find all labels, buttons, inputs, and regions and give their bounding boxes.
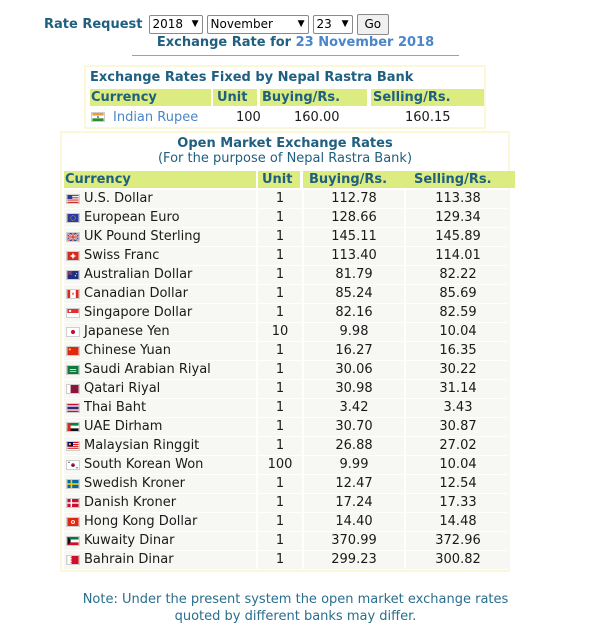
open-header-buying: Buying/Rs. [303,171,406,188]
table-row [64,247,510,266]
currency-name: South Korean Won [84,457,204,472]
uk-flag-icon [66,232,80,242]
table-row [64,551,510,570]
buying-cell: 370.99 [304,532,404,550]
unit-cell: 1 [258,437,302,455]
selling-cell: 3.43 [406,399,510,417]
open-market-table [60,131,510,572]
selling-cell: 85.69 [406,285,510,303]
selling-cell: 14.48 [406,513,510,531]
open-header-currency: Currency [64,171,256,188]
currency-cell [64,532,256,550]
buying-cell: 112.78 [304,190,404,208]
rate-request-bar [44,13,389,35]
selling-cell: 129.34 [406,209,510,227]
page-subtitle [0,35,591,50]
buying-cell: 30.98 [304,380,404,398]
month-select-value: November [210,17,273,31]
buying-cell: 17.24 [304,494,404,512]
currency-name: Thai Baht [84,400,147,415]
day-select[interactable] [313,15,353,34]
currency-name: Swedish Kroner [84,476,186,491]
unit-cell: 1 [258,285,302,303]
unit-cell: 1 [258,361,302,379]
table-row [64,532,510,551]
currency-cell [64,456,256,474]
table-row [64,266,510,285]
open-header-unit: Unit [258,171,300,188]
chevron-down-icon: ▼ [191,19,199,29]
table-row [64,475,510,494]
th-flag-icon [66,403,80,413]
chevron-down-icon: ▼ [297,19,305,29]
jp-flag-icon [66,327,80,337]
currency-name: Singapore Dollar [84,305,193,320]
year-select-value: 2018 [152,17,184,31]
sg-flag-icon [66,308,80,318]
selling-cell: 12.54 [406,475,510,493]
currency-name: Hong Kong Dollar [84,514,198,529]
qa-flag-icon [66,384,80,394]
us-flag-icon [66,194,80,204]
chevron-down-icon: ▼ [341,19,349,29]
selling-cell: 17.33 [406,494,510,512]
table-row [64,418,510,437]
subtitle-date: 23 November 2018 [295,35,435,50]
currency-name: Bahrain Dinar [84,552,174,567]
hk-flag-icon [66,517,80,527]
selling-cell: 27.02 [406,437,510,455]
fixed-header-buying: Buying/Rs. [260,89,367,106]
fixed-rates-table [84,65,486,129]
table-row [64,456,510,475]
currency-cell [64,304,256,322]
selling-cell: 30.22 [406,361,510,379]
unit-cell: 100 [258,456,302,474]
buying-cell: 26.88 [304,437,404,455]
note-line-2: quoted by different banks may differ. [174,609,417,624]
currency-name: UAE Dirham [84,419,163,434]
unit-cell: 1 [258,532,302,550]
currency-cell [64,380,256,398]
rate-request-label: Rate Request [44,16,143,32]
cn-flag-icon [66,346,80,356]
buying-cell: 30.70 [304,418,404,436]
selling-cell: 145.89 [406,228,510,246]
unit-cell: 1 [258,190,302,208]
table-row [64,513,510,532]
note-line-1: Note: Under the present system the open market exchange rates [82,592,509,607]
table-row [64,494,510,513]
day-select-value: 23 [316,17,332,31]
currency-cell [64,266,256,284]
table-row [64,190,510,209]
table-row [64,399,510,418]
selling-cell: 113.38 [406,190,510,208]
buying-cell: 113.40 [304,247,404,265]
fixed-rates-title: Exchange Rates Fixed by Nepal Rastra Bank [90,70,414,85]
buying-cell: 128.66 [304,209,404,227]
table-row [64,228,510,247]
open-market-title: Open Market Exchange Rates [177,136,393,151]
year-select[interactable] [149,15,203,34]
selling-cell: 30.87 [406,418,510,436]
ca-flag-icon [66,289,80,299]
fixed-selling: 160.15 [405,110,451,125]
selling-cell: 10.04 [406,456,510,474]
currency-cell [64,551,256,569]
currency-cell [64,285,256,303]
fixed-header-currency: Currency [90,89,211,106]
month-select[interactable] [207,15,309,34]
unit-cell: 1 [258,418,302,436]
unit-cell: 1 [258,228,302,246]
fixed-currency-link[interactable]: Indian Rupee [113,110,199,125]
go-button[interactable]: Go [357,14,390,35]
selling-cell: 16.35 [406,342,510,360]
fixed-unit: 100 [236,110,261,125]
ch-flag-icon [66,251,80,261]
currency-cell [64,494,256,512]
currency-name: Chinese Yuan [84,343,171,358]
selling-cell: 82.22 [406,266,510,284]
buying-cell: 81.79 [304,266,404,284]
currency-name: Saudi Arabian Riyal [84,362,211,377]
table-row [64,437,510,456]
currency-cell [64,342,256,360]
my-flag-icon [66,441,80,451]
buying-cell: 85.24 [304,285,404,303]
currency-cell [64,247,256,265]
currency-name: Kuwaity Dinar [84,533,175,548]
table-row [64,361,510,380]
sa-flag-icon [66,365,80,375]
table-row [64,323,510,342]
selling-cell: 31.14 [406,380,510,398]
fixed-header-selling: Selling/Rs. [371,89,484,106]
unit-cell: 1 [258,380,302,398]
buying-cell: 82.16 [304,304,404,322]
currency-name: Canadian Dollar [84,286,188,301]
buying-cell: 9.99 [304,456,404,474]
bh-flag-icon [66,555,80,565]
unit-cell: 1 [258,399,302,417]
unit-cell: 1 [258,551,302,569]
currency-cell [64,475,256,493]
open-header-selling: Selling/Rs. [406,171,515,188]
table-row [64,304,510,323]
buying-cell: 9.98 [304,323,404,341]
unit-cell: 1 [258,304,302,322]
unit-cell: 1 [258,266,302,284]
unit-cell: 1 [258,513,302,531]
unit-cell: 1 [258,494,302,512]
unit-cell: 1 [258,342,302,360]
currency-cell [64,418,256,436]
dk-flag-icon [66,498,80,508]
currency-name: UK Pound Sterling [84,229,201,244]
currency-cell [64,437,256,455]
buying-cell: 30.06 [304,361,404,379]
currency-cell [64,190,256,208]
selling-cell: 82.59 [406,304,510,322]
subtitle-prefix: Exchange Rate for [156,35,292,50]
currency-cell [64,399,256,417]
currency-cell [64,209,256,227]
table-row [64,209,510,228]
open-market-subtitle: (For the purpose of Nepal Rastra Bank) [157,151,413,166]
selling-cell: 114.01 [406,247,510,265]
currency-cell [64,361,256,379]
ae-flag-icon [66,422,80,432]
buying-cell: 145.11 [304,228,404,246]
currency-name: Swiss Franc [84,248,160,263]
fixed-header-unit: Unit [213,89,257,106]
unit-cell: 1 [258,247,302,265]
buying-cell: 14.40 [304,513,404,531]
unit-cell: 1 [258,209,302,227]
se-flag-icon [66,479,80,489]
currency-name: Japanese Yen [84,324,170,339]
buying-cell: 16.27 [304,342,404,360]
currency-cell [64,323,256,341]
au-flag-icon [66,270,80,280]
currency-name: Australian Dollar [84,267,193,282]
kr-flag-icon [66,460,80,470]
eu-flag-icon [66,213,80,223]
currency-name: U.S. Dollar [84,191,153,206]
table-row [64,285,510,304]
selling-cell: 372.96 [406,532,510,550]
table-row [64,380,510,399]
currency-cell [64,228,256,246]
divider [132,55,459,56]
currency-name: Danish Kroner [84,495,177,510]
kw-flag-icon [66,536,80,546]
currency-name: Qatari Riyal [84,381,161,396]
buying-cell: 299.23 [304,551,404,569]
unit-cell: 1 [258,475,302,493]
buying-cell: 3.42 [304,399,404,417]
currency-name: Malaysian Ringgit [84,438,200,453]
footer-note [0,591,591,625]
fixed-buying: 160.00 [294,110,340,125]
selling-cell: 300.82 [406,551,510,569]
unit-cell: 10 [258,323,302,341]
currency-cell [64,513,256,531]
selling-cell: 10.04 [406,323,510,341]
table-row [64,342,510,361]
india-flag-icon [91,112,105,122]
buying-cell: 12.47 [304,475,404,493]
currency-name: European Euro [84,210,180,225]
